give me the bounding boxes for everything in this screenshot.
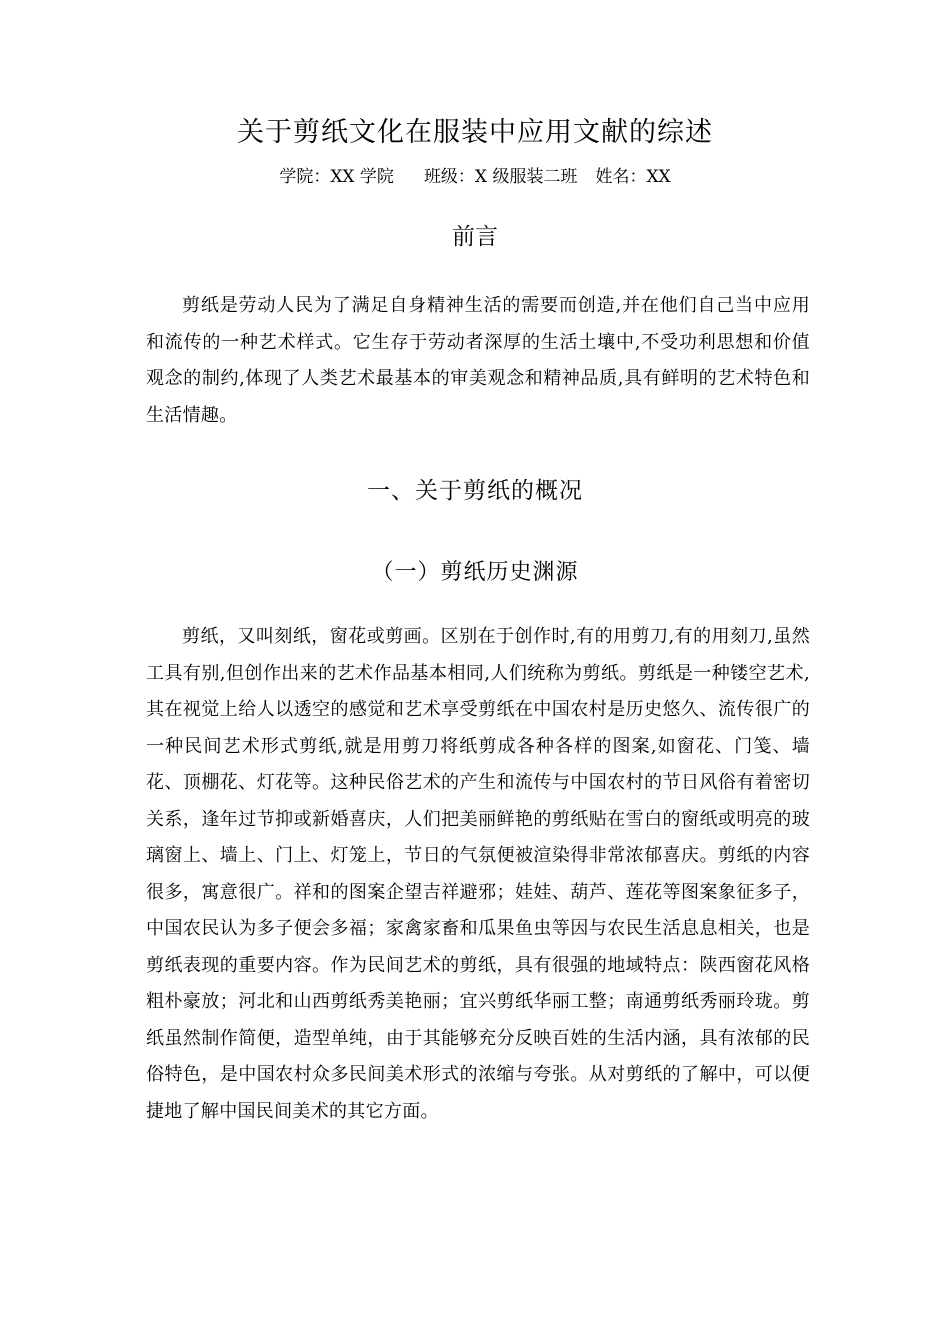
document-title: 关于剪纸文化在服装中应用文献的综述 xyxy=(237,117,713,148)
subsection-heading: （一）剪纸历史渊源 xyxy=(371,560,579,585)
history-paragraph: 剪纸，又叫刻纸，窗花或剪画。区别在于创作时,有的用剪刀,有的用刻刀,虽然工具有别,但创作出来的艺术作品基本相同,人们统称为剪纸。剪纸是一种镂空艺术,其在视觉上给人以透空的感觉和艺术享受剪纸在中国农村是历史悠久、流传很广的一种民间艺术形式剪纸,就是用剪刀将纸剪成各种各样的图案,如窗花、门笺、墙花、顶棚花、灯花等。这种民俗艺术的产生和流传与中国农村的节日风俗有着密切关系，逢年过节抑或新婚喜庆，人们把美丽鲜艳的剪纸贴在雪白的窗纸或明亮的玻璃窗上、墙上、门上、灯笼上，节日的气氛便被渲染得非常浓郁喜庆。剪纸的内容很多，寓意很广。祥和的图案企望吉祥避邪；娃娃、葫芦、莲花等图案象征多子，中国农民认为多子便会多福；家禽家畜和瓜果鱼虫等因与农民生活息息相关，也是剪纸表现的重要内容。作为民间艺术的剪纸，具有很强的地域特点：陕西窗花风格粗朴豪放；河北和山西剪纸秀美艳丽；宜兴剪纸华丽工整；南通剪纸秀丽玲珑。剪纸虽然制作简便，造型单纯，由于其能够充分反映百姓的生活内涵，具有浓郁的民俗特色，是中国农村众多民间美术形式的浓缩与夸张。从对剪纸的了解中，可以便捷地了解中国民间美术的其它方面。 xyxy=(146,626,810,1122)
section-heading: 一、关于剪纸的概况 xyxy=(367,478,583,504)
class-info: 班级：X 级服装二班 xyxy=(423,167,578,187)
name-info: 姓名：XX xyxy=(595,167,671,187)
preface-heading: 前言 xyxy=(452,224,498,250)
college-info: 学院：XX 学院 xyxy=(279,167,394,187)
author-info xyxy=(0,162,950,187)
preface-paragraph: 剪纸是劳动人民为了满足自身精神生活的需要而创造,并在他们自己当中应用和流传的一种艺术样式。它生存于劳动者深厚的生活土壤中,不受功利思想和价值观念的制约,体现了人类艺术最基本的审美观念和精神品质,具有鲜明的艺术特色和生活情趣。 xyxy=(146,295,810,426)
